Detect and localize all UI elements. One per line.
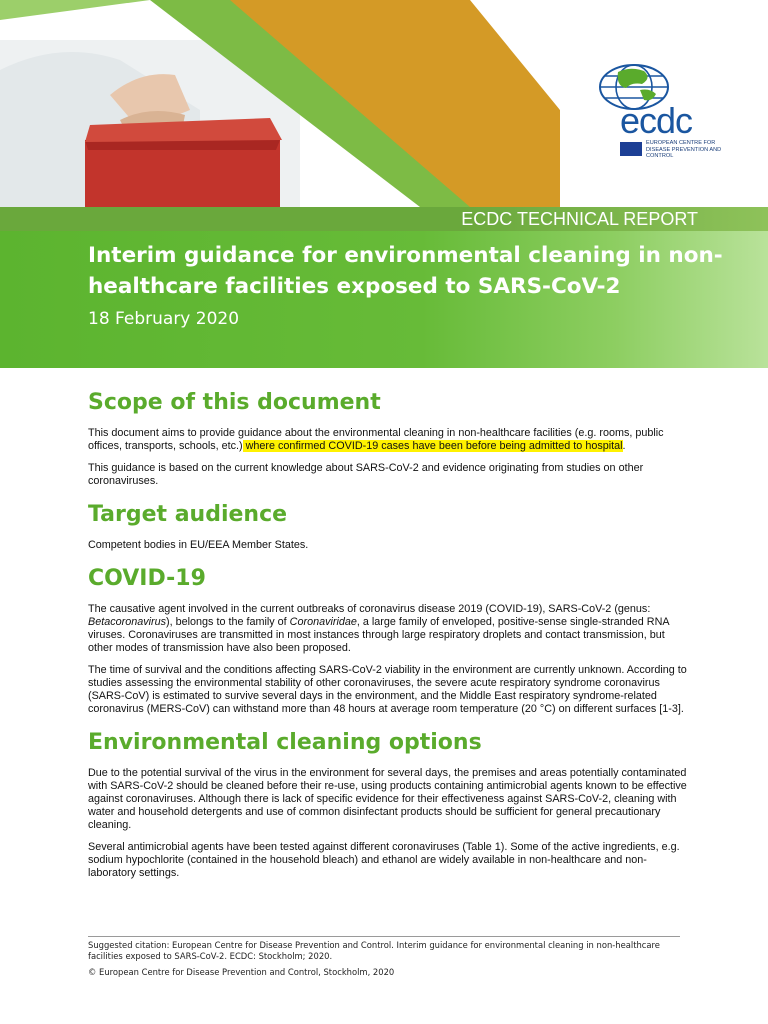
section-heading-covid19: COVID-19 bbox=[88, 566, 206, 591]
logo-subtitle: EUROPEAN CENTRE FOR DISEASE PREVENTION AND CONTROL bbox=[646, 140, 722, 159]
section-heading-scope: Scope of this document bbox=[88, 390, 381, 415]
document-title: Interim guidance for environmental cleaning in non-healthcare facilities exposed to SARS-CoV-2 bbox=[88, 243, 723, 299]
cleaning-paragraph-2: Several antimicrobial agents have been tested against different coronaviruses (Table 1). Some of the active ingredients, e.g. sodium hypochlorite (contained in the household bleach) and ethanol are widely available in non-healthcare and non-laboratory settings. bbox=[88, 841, 680, 879]
footer bbox=[88, 940, 680, 978]
genus-name: Betacoronavirus bbox=[88, 616, 167, 628]
section-heading-cleaning-options: Environmental cleaning options bbox=[88, 730, 482, 755]
logo-wordmark: ecdc bbox=[620, 100, 693, 141]
eu-flag-icon bbox=[620, 142, 642, 156]
covid19-paragraph-1: The causative agent involved in the current outbreaks of coronavirus disease 2019 (COVID-19), SARS-CoV-2 (genus: Betacoronavirus), belongs to the family of Coronaviridae, a large family of enveloped, positive-sense single-stranded RNA viruses. Coronaviruses are transmitted in most instances through large respiratory droplets and contact transmission, but other modes of transmission have also been proposed. bbox=[88, 603, 669, 654]
document-body bbox=[88, 388, 688, 880]
highlighted-text: where confirmed COVID-19 cases have been before being admitted to hospital bbox=[242, 440, 623, 452]
target-audience-paragraph: Competent bodies in EU/EEA Member States. bbox=[88, 539, 309, 551]
scope-paragraph-2: This guidance is based on the current knowledge about SARS-CoV-2 and evidence originating from studies on other coronaviruses. bbox=[88, 462, 644, 487]
cleaning-paragraph-1: Due to the potential survival of the virus in the environment for several days, the premises and areas potentially contaminated with SARS-CoV-2 should be cleaned before their re-use, using products containing antimicrobial agents known to be effective against coronaviruses. Although there is lack of specific evidence for their effectiveness against SARS-CoV-2, cleaning with water and household detergents and use of common disinfectant products should be sufficient for general precautionary cleaning. bbox=[88, 767, 687, 831]
copyright-notice: © European Centre for Disease Prevention and Control, Stockholm, 2020 bbox=[88, 967, 395, 977]
scope-text: This document aims to provide guidance about the environmental cleaning in non-healthcare facilities (e.g. rooms, public offices, transports, schools, etc.) bbox=[88, 427, 664, 452]
report-type-label: ECDC TECHNICAL REPORT bbox=[461, 209, 698, 229]
ecdc-logo bbox=[596, 62, 726, 162]
family-name: Coronaviridae bbox=[289, 616, 357, 628]
document-date: 18 February 2020 bbox=[88, 309, 240, 329]
covid19-paragraph-2: The time of survival and the conditions affecting SARS-CoV-2 viability in the environment are currently unknown. According to studies assessing the environmental stability of other coronaviruses, the severe acute respiratory syndrome coronavirus (SARS-CoV) is estimated to survive several days in the environment, and the Middle East respiratory syndrome-related coronavirus (MERS-CoV) can withstand more than 48 hours at average room temperature (20 °C) on different surfaces [1-3]. bbox=[88, 664, 687, 715]
section-heading-target-audience: Target audience bbox=[88, 502, 288, 527]
scope-paragraph-1: This document aims to provide guidance about the environmental cleaning in non-healthcare facilities (e.g. rooms, public offices, transports, schools, etc.) where confirmed COVID-19 cases have been before being admitted to hospital. bbox=[88, 427, 664, 452]
suggested-citation: Suggested citation: European Centre for Disease Prevention and Control. Interim guidance for environmental cleaning in non-healthcare facilities exposed to SARS-CoV-2. ECDC: Stockholm; 2020. bbox=[88, 940, 660, 961]
footer-divider bbox=[88, 936, 680, 937]
